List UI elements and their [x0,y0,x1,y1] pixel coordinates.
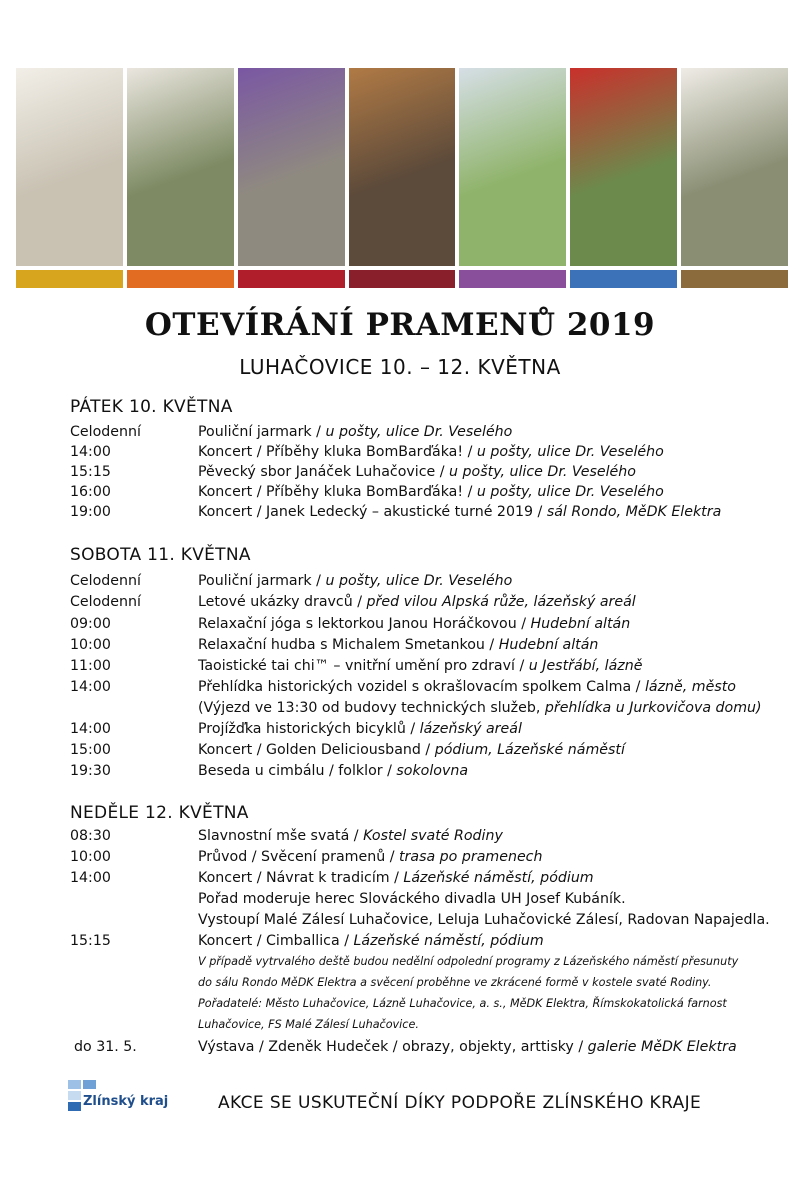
photo-image [459,68,566,266]
pottery-vendor-photo [16,68,123,288]
note-line: Luhačovice, FS Malé Zálesí Luhačovice. [198,1018,419,1031]
photo-image [238,68,345,266]
note-line: do sálu Rondo MěDK Elektra a svěcení proběhne ve zkrácené formě v kostele svaté Rodiny. [198,976,712,989]
photo-color-bar [16,270,123,288]
photo-strip [16,68,788,288]
day-heading-saturday: SOBOTA 11. KVĚTNA [70,545,251,565]
day-heading-friday: PÁTEK 10. KVĚTNA [70,397,233,417]
note-line: Pořadatelé: Město Luhačovice, Lázně Luhačovice, a. s., MěDK Elektra, Římskokatolická farnost [198,997,727,1010]
photo-image [681,68,788,266]
page-subtitle: LUHAČOVICE 10. – 12. KVĚTNA [239,355,561,379]
photo-color-bar [238,270,345,288]
page-title: OTEVÍRÁNÍ PRAMENŮ 2019 [144,307,656,343]
logo-label: Zlínský kraj [83,1094,169,1109]
photo-color-bar [570,270,677,288]
folk-dancers-photo [570,68,677,288]
photo-image [349,68,456,266]
photo-image [127,68,234,266]
procession-photo [681,68,788,288]
performers-photo [349,68,456,288]
yoga-photo [238,68,345,288]
photo-image [16,68,123,266]
footer-support-text: AKCE SE USKUTEČNÍ DÍKY PODPOŘE ZLÍNSKÉHO KRAJE [218,1093,702,1113]
rain-and-organizers-note [198,951,788,1035]
photo-color-bar [681,270,788,288]
day-heading-sunday: NEDĚLE 12. KVĚTNA [70,803,249,823]
photo-color-bar [127,270,234,288]
guitarist-photo [127,68,234,288]
note-line: V případě vytrvalého deště budou nedělní odpolední programy z Lázeňského náměstí přesunuty [198,955,739,968]
photo-color-bar [349,270,456,288]
photo-color-bar [459,270,566,288]
photo-image [570,68,677,266]
penny-farthing-photo [459,68,566,288]
